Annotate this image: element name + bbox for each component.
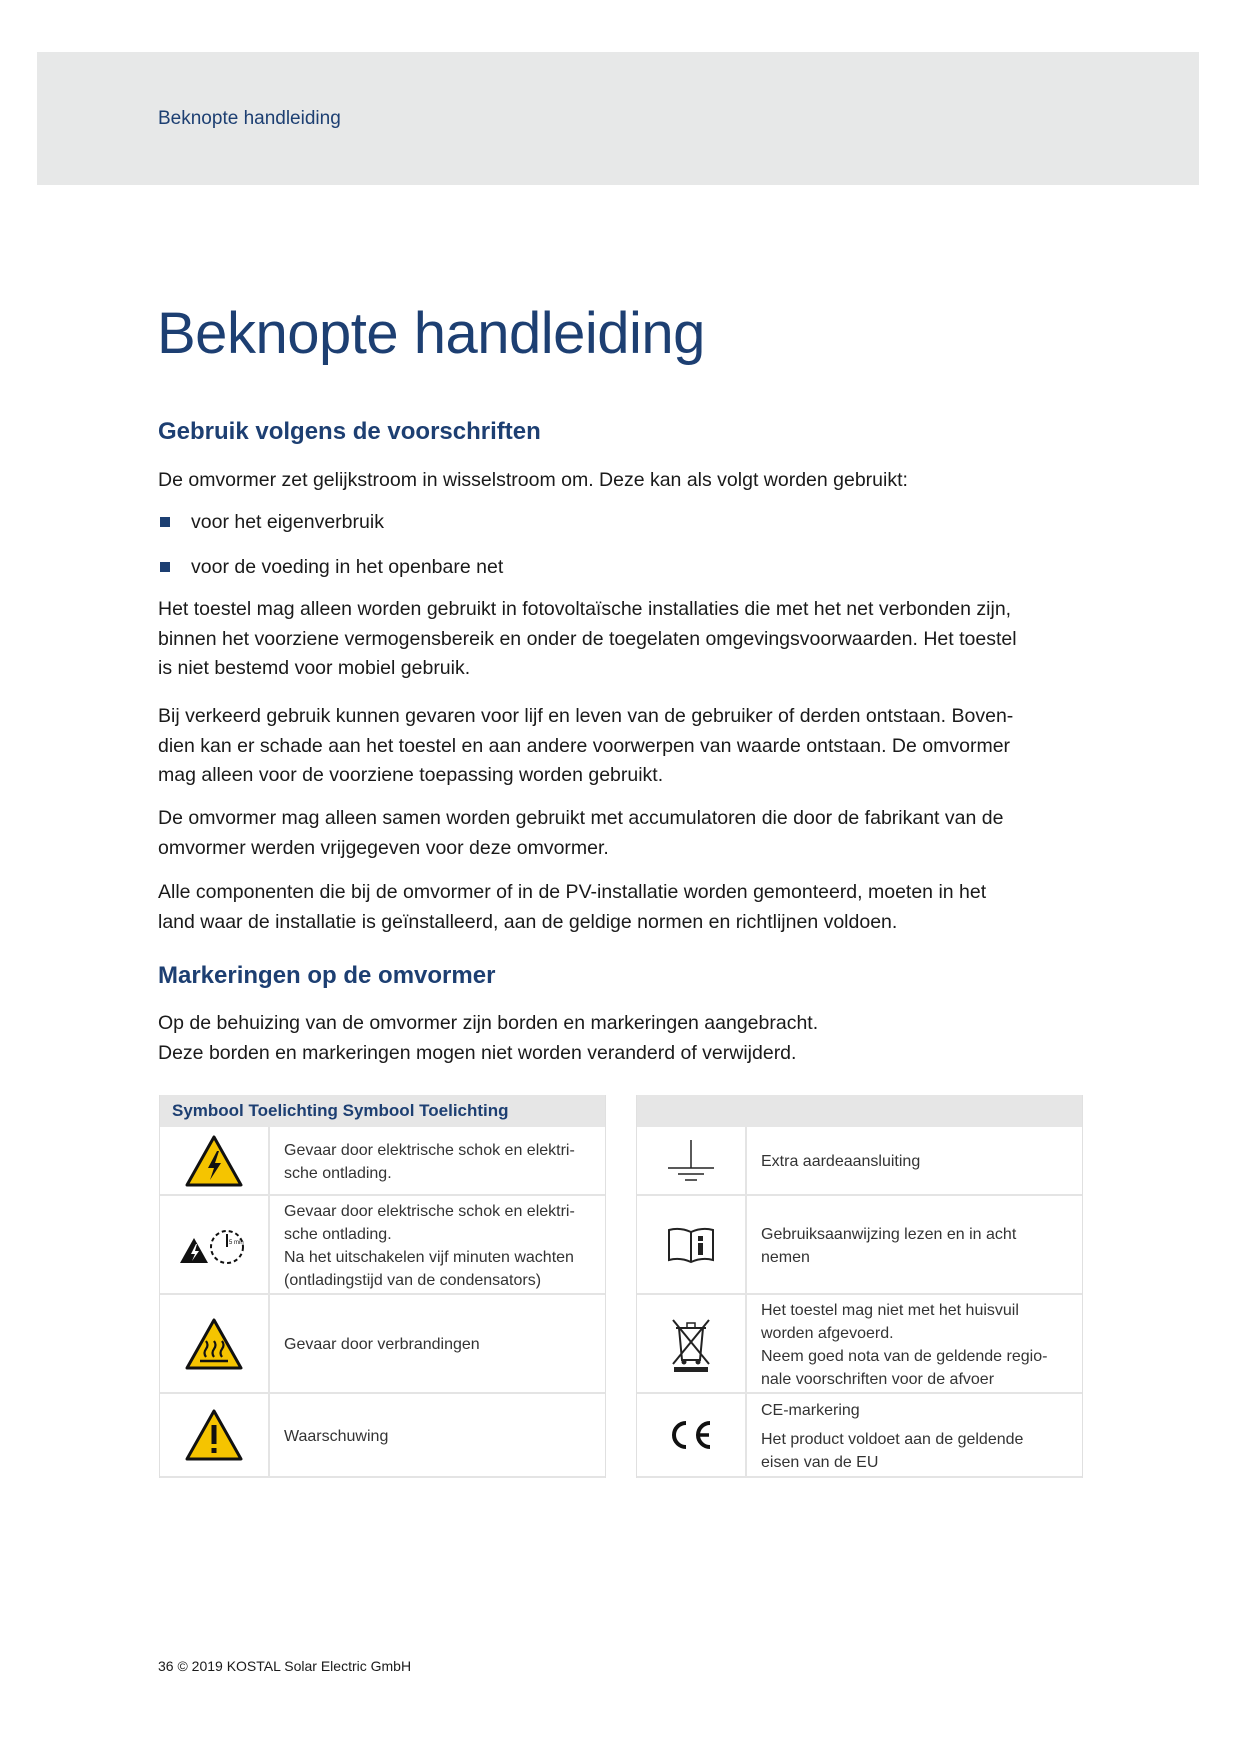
- table-row: Waarschuwing: [160, 1394, 605, 1478]
- table-row: Gebruiksaanwijzing lezen en in acht nemen: [637, 1196, 1082, 1295]
- table-row: Gevaar door elektrische schok en elektri- sche ontlading.: [160, 1127, 605, 1196]
- table-row: CE-markering Het product voldoet aan de geldende eisen van de EU: [637, 1394, 1082, 1478]
- table-header: Symbool Toelichting Symbool Toelichting: [160, 1095, 605, 1127]
- symbol-table-left: [159, 1095, 606, 1478]
- page-title: Beknopte handleiding: [157, 301, 705, 366]
- bullet-square-icon: [160, 517, 170, 527]
- hot-surface-warning-icon: [184, 1317, 244, 1371]
- list-item: voor het eigenverbruik: [158, 508, 1086, 538]
- running-header: Beknopte handleiding: [158, 108, 341, 129]
- bullet-square-icon: [160, 562, 170, 572]
- table-header-blank: [637, 1095, 1082, 1127]
- table-row: 5 min Gevaar door elektrische schok en elektri- sche ontlading. Na het uitschakelen vijf minuten wachten (ontladingstijd van de condensators): [160, 1196, 605, 1295]
- electric-shock-5min-icon: [179, 1220, 249, 1270]
- weee-bin-icon: [667, 1316, 715, 1372]
- read-manual-icon: [666, 1226, 716, 1264]
- table-row: Gevaar door verbrandingen: [160, 1295, 605, 1394]
- section-usage: [158, 418, 1086, 446]
- usage-list-2: [158, 553, 1086, 583]
- page-footer: 36 © 2019 KOSTAL Solar Electric GmbH: [158, 1658, 412, 1674]
- markings-intro: Op de behuizing van de omvormer zijn borden en markeringen aangebracht. Deze borden en markeringen mogen niet worden veranderd of verwijderd.: [158, 1012, 819, 1064]
- paragraph-scope: Het toestel mag alleen worden gebruikt in fotovoltaïsche installaties die met het net verbonden zijn, binnen het voorziene vermogensbereik en onder de toegelaten omgevingsvoorwaarden. Het toestel is niet bestemd voor mobiel gebruik.: [158, 598, 1017, 679]
- list-item: voor de voeding in het openbare net: [158, 553, 1086, 583]
- svg-text:5 min: 5 min: [229, 1239, 244, 1246]
- paragraph-accumulators: De omvormer mag alleen samen worden gebruikt met accumulatoren die door de fabrikant van de omvormer werden vrijgegeven voor deze omvormer.: [158, 807, 1004, 859]
- section-heading: Markeringen op de omvormer: [158, 962, 496, 989]
- paragraph-misuse: Bij verkeerd gebruik kunnen gevaren voor lijf en leven van de gebruiker of derden ontstaan. Boven- dien kan er schade aan het toestel en aan andere voorwerpen van waarde ontstaan. De omvormer mag alleen voor de voorziene toepassing worden gebruikt.: [158, 705, 1014, 786]
- usage-list: [158, 508, 1086, 538]
- intro-text: De omvormer zet gelijkstroom in wisselstroom om. Deze kan als volgt worden gebruikt:: [158, 469, 908, 491]
- earth-ground-icon: [666, 1138, 716, 1184]
- table-row: Het toestel mag niet met het huisvuil worden afgevoerd. Neem goed nota van de geldende regio- nale voorschriften voor de afvoer: [637, 1295, 1082, 1394]
- electric-shock-warning-icon: [184, 1134, 244, 1188]
- table-row: Extra aardeaansluiting: [637, 1127, 1082, 1196]
- section-heading: Gebruik volgens de voorschriften: [158, 418, 541, 445]
- paragraph-standards: Alle componenten die bij de omvormer of in de PV-installatie worden gemonteerd, moeten in het land waar de installatie is geïnstalleerd, aan de geldige normen en richtlijnen voldoen.: [158, 881, 987, 933]
- intro-paragraph: [158, 466, 1086, 496]
- section-markings: [158, 962, 1086, 990]
- symbol-table-right: [636, 1095, 1083, 1478]
- ce-mark-icon: [666, 1417, 716, 1453]
- general-warning-icon: [184, 1408, 244, 1462]
